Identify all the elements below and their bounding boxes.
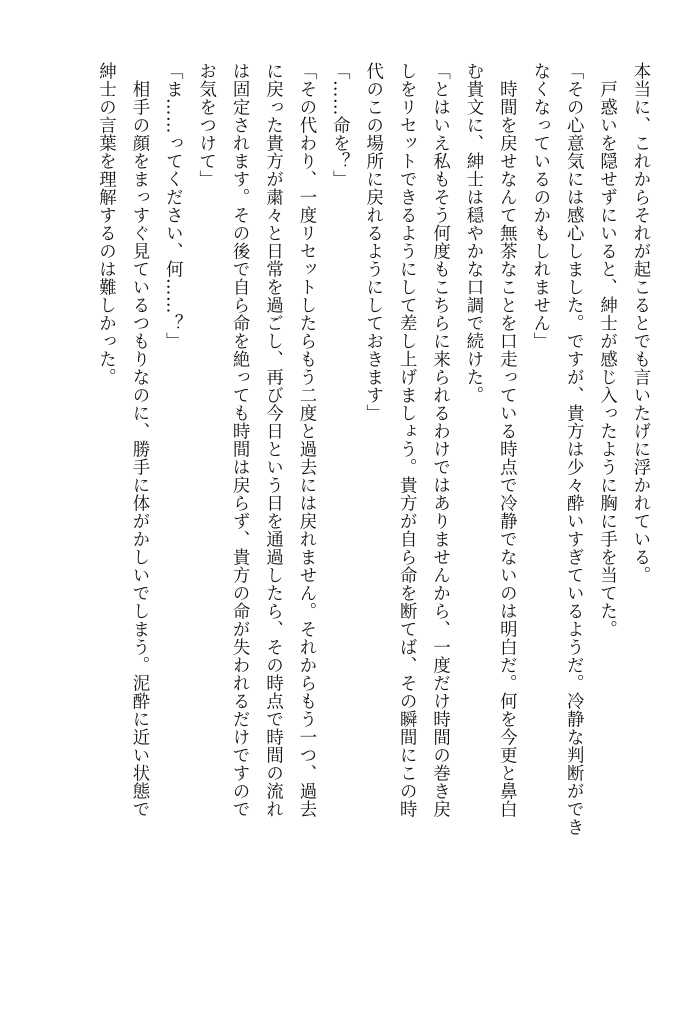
text-line-14: お気をつけて」: [195, 62, 216, 188]
text-line-16: 相手の顔をまっすぐ見ているつもりなのに、勝手に体がかしいでしまう。泥酔に近い状態で: [128, 62, 149, 818]
text-line-6: む貴文に、紳士は穏やかな口調で続けた。: [462, 62, 483, 404]
text-line-15: 「ま……ってください、何……？」: [162, 62, 183, 350]
text-line-13: は固定されます。その後で自ら命を絶っても時間は戻らず、貴方の命が失われるだけですので: [229, 62, 250, 818]
text-line-12: に戻った貴方が粛々と日常を過ごし、再び今日という日を通過したら、その時点で時間の流れ: [262, 62, 283, 818]
vertical-text-body: [88, 62, 656, 962]
text-line-2: 戸惑いを隠せずにいると、紳士が感じ入ったように胸に手を当てた。: [596, 62, 617, 638]
text-line-8: しをリセットできるようにして差し上げましょう。貴方が自ら命を断てば、その瞬間にこの時: [396, 62, 417, 818]
text-line-3: 「その心意気には感心しました。ですが、貴方は少々酔いすぎているようだ。冷静な判断ができ: [563, 62, 584, 836]
text-line-10: 「……命を？」: [329, 62, 350, 188]
text-line-9: 代のこの場所に戻れるようにしておきます」: [362, 62, 383, 422]
text-line-5: 時間を戻せなんて無茶なことを口走っている時点で冷静でないのは明白だ。何を今更と鼻白: [496, 62, 517, 818]
text-line-7: 「とはいえ私もそう何度もこちらに来られるわけではありませんから、一度だけ時間の巻き戻: [429, 62, 450, 818]
text-line-11: 「その代わり、一度リセットしたらもう二度と過去には戻れません。それからもう一つ、過去: [295, 62, 316, 818]
text-line-17: 紳士の言葉を理解するのは難しかった。: [95, 62, 116, 386]
text-line-4: なくなっているのかもしれません」: [529, 62, 550, 350]
text-line-1: 本当に、これからそれが起こるとでも言いたげに浮かれている。: [630, 62, 650, 584]
